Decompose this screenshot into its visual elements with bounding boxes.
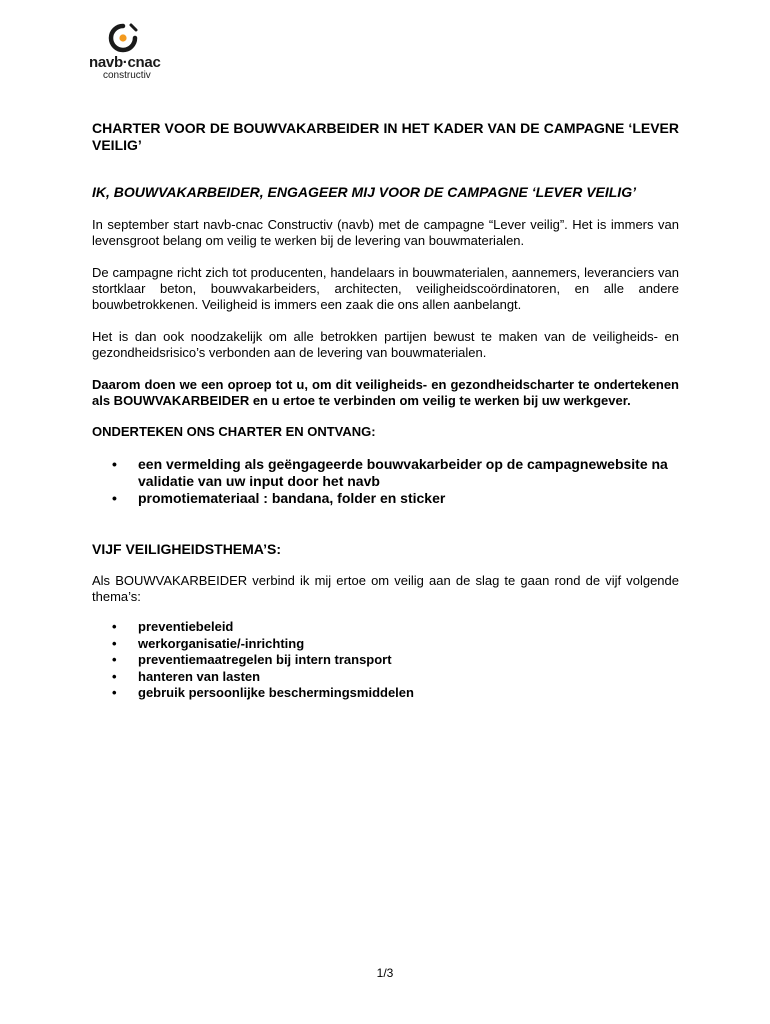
list-item-text: preventiebeleid [138, 619, 234, 634]
themes-list [92, 619, 679, 702]
themes-intro: Als BOUWVAKARBEIDER verbind ik mij ertoe om veilig aan de slag te gaan rond de vijf volgende thema’s: [92, 573, 679, 604]
list-item [112, 669, 679, 686]
list-item-text: een vermelding als geëngageerde bouwvakarbeider op de campagnewebsite na validatie van uw input door het navb [138, 456, 668, 489]
awareness-paragraph: Het is dan ook noodzakelijk om alle betrokken partijen bewust te maken van de veiligheids- en gezondheidsrisico’s verbonden aan de levering van bouwmaterialen. [92, 329, 679, 360]
document-subtitle: IK, BOUWVAKARBEIDER, ENGAGEER MIJ VOOR DE CAMPAGNE ‘LEVER VEILIG’ [92, 184, 636, 200]
sign-heading: ONDERTEKEN ONS CHARTER EN ONTVANG: [92, 424, 376, 439]
bullet-icon: • [112, 685, 117, 700]
bullet-icon: • [112, 619, 117, 634]
logo-subtitle: constructiv [103, 70, 151, 81]
intro-paragraph: In september start navb-cnac Constructiv (navb) met de campagne “Lever veilig”. Het is immers van levensgroot belang om veilig te werken bij de levering van bouwmaterialen. [92, 217, 679, 248]
list-item-text: werkorganisatie/-inrichting [138, 635, 305, 651]
list-item [112, 652, 679, 669]
list-item [112, 685, 679, 702]
list-item [112, 619, 679, 636]
logo-wordmark: navb·cnac [89, 54, 161, 71]
bullet-icon: • [112, 668, 117, 684]
audience-paragraph: De campagne richt zich tot producenten, handelaars in bouwmaterialen, aannemers, leveranciers van stortklaar beton, bouwvakarbeiders, architecten, veiligheidscoördinatoren, en alle andere bouwbetrokkenen. Veiligheid is immers een zaak die ons allen aanbelangt. [92, 265, 679, 312]
navb-cnac-logo-mark-icon [107, 22, 139, 54]
document-body [92, 120, 679, 702]
list-item [112, 636, 679, 653]
document-title: CHARTER VOOR DE BOUWVAKARBEIDER IN HET KADER VAN DE CAMPAGNE ‘LEVER VEILIG’ [92, 120, 679, 153]
bullet-icon: • [112, 635, 117, 651]
page-number: 1/3 [376, 966, 394, 980]
bullet-icon: • [112, 652, 117, 667]
bullet-icon: • [112, 456, 117, 472]
bullet-icon: • [112, 490, 117, 506]
call-to-action-paragraph: Daarom doen we een oproep tot u, om dit veiligheids- en gezondheidscharter te ondertekenen als BOUWVAKARBEIDER en u ertoe te verbinden om veilig te werken bij uw werkgever. [92, 377, 679, 408]
themes-heading: VIJF VEILIGHEIDSTHEMA’S: [92, 541, 282, 557]
list-item-text: preventiemaatregelen bij intern transport [138, 652, 392, 667]
list-item-text: hanteren van lasten [138, 668, 261, 684]
navb-cnac-logo [89, 22, 179, 82]
list-item [112, 456, 679, 490]
benefits-list [92, 456, 679, 507]
list-item-text: promotiemateriaal : bandana, folder en sticker [138, 490, 446, 506]
list-item-text: gebruik persoonlijke beschermingsmiddelen [138, 685, 414, 700]
list-item [112, 490, 679, 507]
